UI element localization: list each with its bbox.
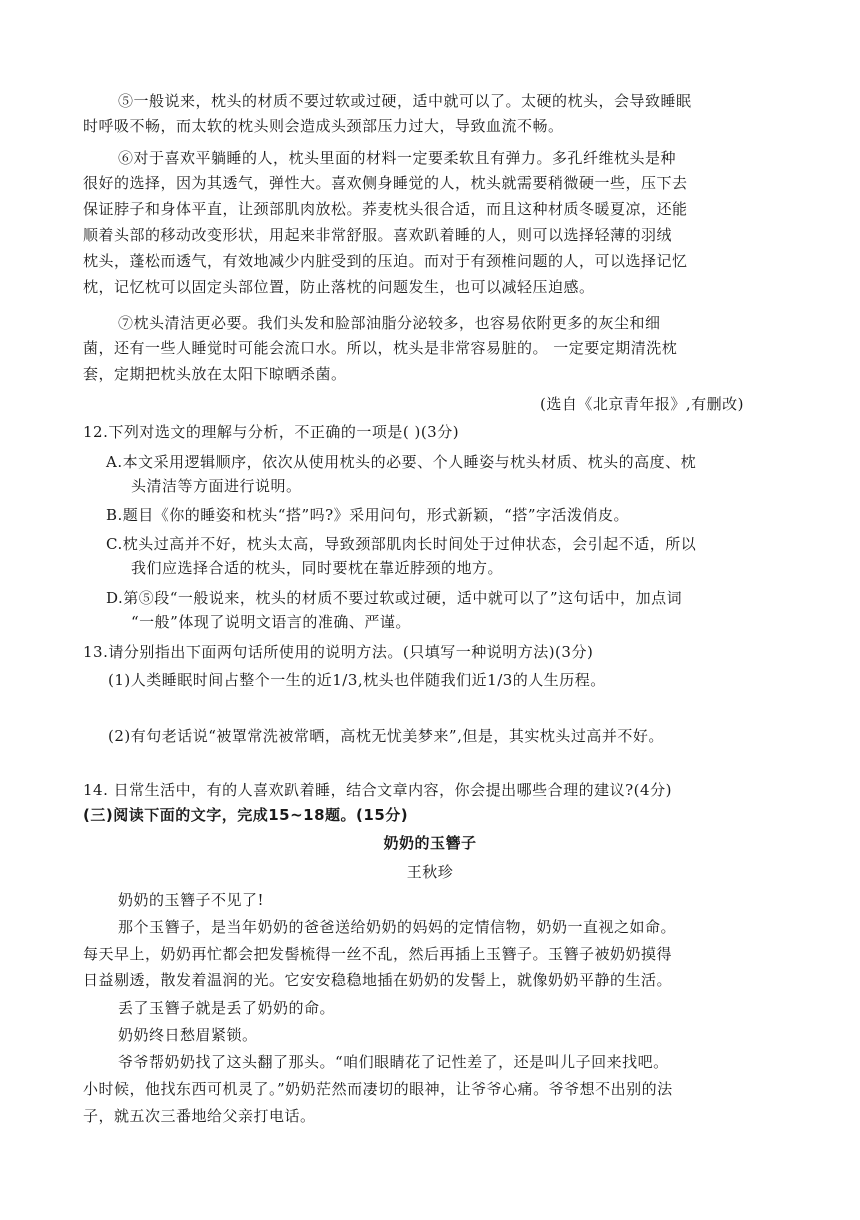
text-line: 子，就五次三番地给父亲打电话。 <box>83 1107 316 1125</box>
option-d: D.第⑤段“一般说来，枕头的材质不要过软或过硬，适中就可以了”这句话中，加点词 <box>106 589 683 607</box>
question-stem: 12.下列对选文的理解与分析，不正确的一项是( )(3分) <box>83 423 460 441</box>
option-d-cont: “一般”体现了说明文语言的准确、严谨。 <box>131 613 411 631</box>
story-paragraph: 奶奶终日愁眉紧锁。 <box>118 1026 258 1044</box>
story-paragraph: 那个玉簪子，是当年奶奶的爸爸送给奶奶的妈妈的定情信物，奶奶一直视之如命。 <box>118 918 677 936</box>
text-line: 枕，记忆枕可以固定头部位置，防止落枕的问题发生，也可以减轻压迫感。 <box>83 278 595 296</box>
story-paragraph: 爷爷帮奶奶找了这头翻了那头。“咱们眼睛花了记性差了，还是叫儿子回来找吧。 <box>118 1053 669 1071</box>
text-line: 日益剔透，散发着温润的光。它安安稳稳地插在奶奶的发髻上，就像奶奶平静的生活。 <box>83 971 673 989</box>
story-paragraph: 奶奶的玉簪子不见了! <box>118 891 265 909</box>
story-paragraph: 丢了玉簪子就是丢了奶奶的命。 <box>118 999 336 1017</box>
text-line: 很好的选择，因为其透气，弹性大。喜欢侧身睡觉的人，枕头就需要稍微硬一些，压下去 <box>83 174 688 192</box>
text-line: 每天早上，奶奶再忙都会把发髻梳得一丝不乱，然后再插上玉簪子。玉簪子被奶奶摸得 <box>83 945 673 963</box>
question-stem: 13.请分别指出下面两句话所使用的说明方法。(只填写一种说明方法)(3分) <box>83 643 594 661</box>
text-line: 菌，还有一些人睡觉时可能会流口水。所以，枕头是非常容易脏的。 一定要定期清洗枕 <box>83 339 678 357</box>
text-line: 套，定期把枕头放在太阳下晾晒杀菌。 <box>83 365 347 383</box>
section-heading: (三)阅读下面的文字，完成15~18题。(15分) <box>83 806 409 824</box>
text-line: 保证脖子和身体平直，让颈部肌肉放松。荞麦枕头很合适，而且这种材质冬暖夏凉，还能 <box>83 200 688 218</box>
option-c: C.枕头过高并不好，枕头太高，导致颈部肌肉长时间处于过伸状态，会引起不适，所以 <box>106 535 697 553</box>
text-line: 顺着头部的移动改变形状，用起来非常舒服。喜欢趴着睡的人，则可以选择轻薄的羽绒 <box>83 226 673 244</box>
question-14: 14. 日常生活中，有的人喜欢趴着睡，结合文章内容，你会提出哪些合理的建议?(4分) <box>83 781 672 799</box>
text-line: 枕头，蓬松而透气，有效地减少内脏受到的压迫。而对于有颈椎问题的人，可以选择记忆 <box>83 252 688 270</box>
text-line: 小时候，他找东西可机灵了。”奶奶茫然而凄切的眼神，让爷爷心痛。爷爷想不出别的法 <box>83 1080 673 1098</box>
text-line: 时呼吸不畅，而太软的枕头则会造成头颈部压力过大，导致血流不畅。 <box>83 117 564 135</box>
option-b: B.题目《你的睡姿和枕头“搭”吗?》采用问句，形式新颖，“搭”字活泼俏皮。 <box>106 506 630 524</box>
story-title: 奶奶的玉簪子 <box>383 834 477 852</box>
text-line: ⑦枕头清洁更必要。我们头发和脸部油脂分泌较多，也容易依附更多的灰尘和细 <box>118 314 661 332</box>
option-a: A.本文采用逻辑顺序，依次从使用枕头的必要、个人睡姿与枕头材质、枕头的高度、枕 <box>106 453 697 471</box>
option-c-cont: 我们应选择合适的枕头，同时要枕在靠近脖颈的地方。 <box>131 559 504 577</box>
sub-question-2: (2)有句老话说“被罩常洗被常晒，高枕无忧美梦来”,但是，其实枕头过高并不好。 <box>108 727 664 745</box>
sub-question-1: (1)人类睡眠时间占整个一生的近1/3,枕头也伴随我们近1/3的人生历程。 <box>108 671 606 689</box>
text-line: ⑥对于喜欢平躺睡的人，枕头里面的材料一定要柔软且有弹力。多孔纤维枕头是种 <box>118 149 677 167</box>
story-author: 王秋珍 <box>406 863 454 881</box>
source-citation: (选自《北京青年报》,有删改) <box>540 395 744 413</box>
text-line: ⑤一般说来，枕头的材质不要过软或过硬，适中就可以了。太硬的枕头，会导致睡眠 <box>118 92 692 110</box>
option-a-cont: 头清洁等方面进行说明。 <box>131 477 302 495</box>
